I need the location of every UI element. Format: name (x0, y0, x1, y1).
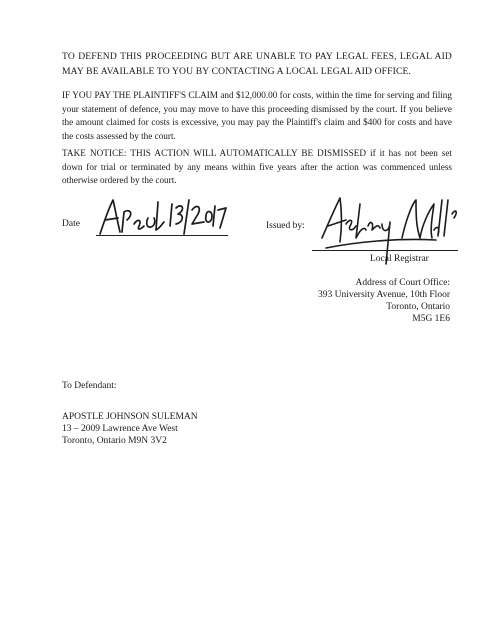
court-office-address (318, 277, 450, 325)
payment-paragraph: IF YOU PAY THE PLAINTIFF'S CLAIM and $12,000.00 for costs, within the time for serving and filing your statement of defence, you may move to have this proceeding dismissed by the court. If you believe the amount claimed for costs is excessive, you may pay the Plaintiff's claim and $400 for costs and have the costs assessed by the court. (62, 90, 452, 141)
local-registrar-label: Local Registrar (370, 254, 429, 264)
legal-aid-paragraph: TO DEFEND THIS PROCEEDING BUT ARE UNABLE TO PAY LEGAL FEES, LEGAL AID MAY BE AVAILABLE TO YOU BY CONTACTING A LOCAL LEGAL AID OFFICE. (62, 51, 452, 77)
dismissal-lead: TAKE NOTICE: THIS ACTION WILL AUTOMATICALLY BE DISMISSED (62, 148, 367, 158)
date-label: Date (62, 219, 80, 229)
court-address-line-3: M5G 1E6 (412, 314, 450, 324)
defendant-address (62, 411, 198, 447)
defendant-city: Toronto, Ontario M9N 3V2 (62, 436, 167, 446)
court-address-line-2: Toronto, Ontario (386, 302, 450, 312)
registrar-underline (312, 250, 458, 251)
to-defendant-label: To Defendant: (62, 381, 117, 391)
court-address-line-1: 393 University Avenue, 10th Floor (317, 290, 450, 300)
defendant-name: APOSTLE JOHNSON SULEMAN (62, 412, 198, 422)
date-underline (96, 235, 228, 236)
defendant-street: 13 – 2009 Lawrence Ave West (62, 424, 178, 434)
dismissal-paragraph (62, 147, 452, 188)
dismissal-rest: if it has not been set down for trial or terminated by any means within five years after the action was commenced unless otherwise ordered by the court. (62, 148, 452, 185)
court-address-heading: Address of Court Office: (355, 278, 450, 288)
issued-by-label: Issued by: (266, 221, 305, 231)
